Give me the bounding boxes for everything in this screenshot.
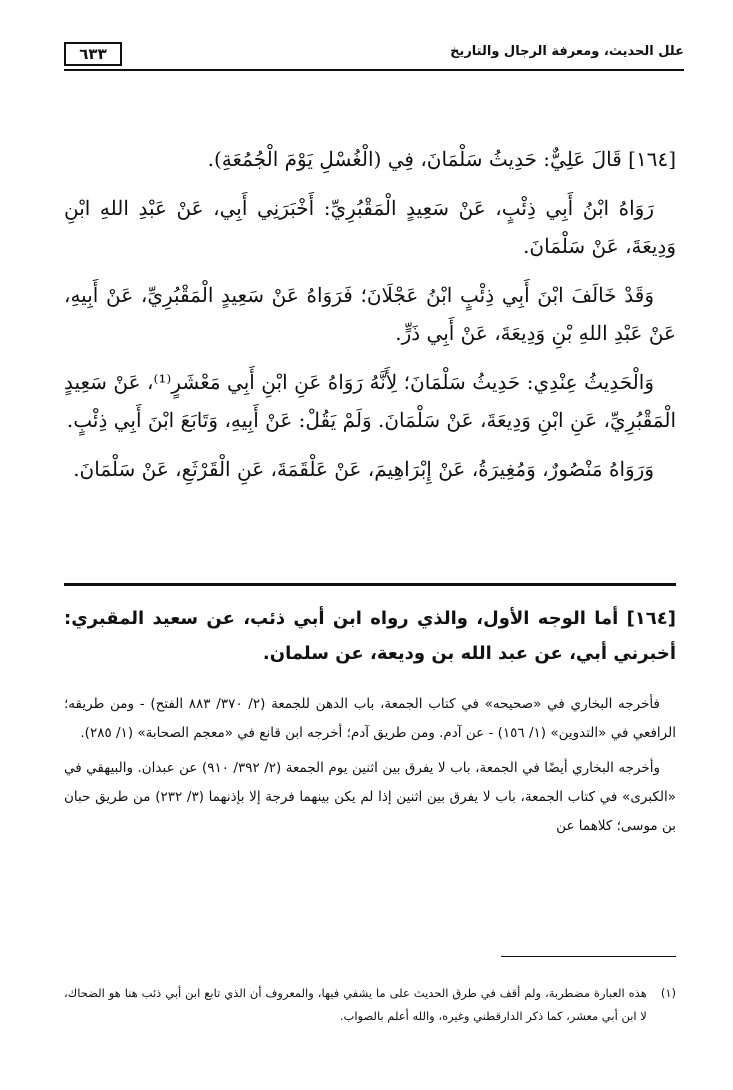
main-paragraph: وَقَدْ خَالَفَ ابْنَ أَبِي ذِئْبٍ ابْنُ عَجْلَانَ؛ فَرَوَاهُ عَنْ سَعِيدٍ الْمَقْبُرِيِّ، عَنْ أَبِيهِ، عَنْ عَبْدِ اللهِ بْنِ وَدِيعَةَ، عَنْ أَبِي ذَرٍّ. xyxy=(64,283,676,345)
commentary-paragraph: وأخرجه البخاري أيضًا في الجمعة، باب لا يفرق بين اثنين يوم الجمعة (٢/ ٣٩٢/ ٩١٠) عن عبدان. والبيهقي في «الكبرى» في كتاب الجمعة، باب لا يفرق بين اثنين إذا لم يكن بينهما فرجة إلا بإذنهما (٣/ ٢٣٢) من طريق حبان بن موسى؛ كلاهما عن xyxy=(64,760,676,834)
commentary-heading: [١٦٤] أما الوجه الأول، والذي رواه ابن أبي ذئب، عن سعيد المقبري: أخبرني أبي، عن عبد الله بن وديعة، عن سلمان. xyxy=(64,608,676,664)
section-divider xyxy=(64,583,676,586)
footnote-text: هذه العبارة مضطربة، ولم أقف في طرق الحديث على ما يشفي فيها، والمعروف أن الذي تابع ابن أبي ذئب هنا هو الضحاك، لا ابن أبي معشر، كما ذكر الدارقطني وغيره، والله أعلم بالصواب. xyxy=(64,986,647,1023)
header-rule xyxy=(64,69,684,71)
main-paragraph: وَالْحَدِيثُ عِنْدِي: حَدِيثُ سَلْمَانَ؛ لِأَنَّهُ رَوَاهُ عَنِ ابْنِ أَبِي مَعْشَرٍ⁽¹⁾، عَنْ سَعِيدٍ الْمَقْبُرِيِّ، عَنِ ابْنِ وَدِيعَةَ، عَنْ سَلْمَانَ. وَلَمْ يَقُلْ: عَنْ أَبِيهِ، وَتَابَعَ ابْنَ أَبِي ذِئْبٍ. xyxy=(64,370,676,432)
page-header xyxy=(64,40,684,70)
page-number: ٦٣٣ xyxy=(64,42,122,66)
commentary-paragraph: فأخرجه البخاري في «صحيحه» في كتاب الجمعة، باب الدهن للجمعة (٢/ ٣٧٠/ ٨٨٣ الفتح) - ومن طريقه؛ الرافعي في «التدوين» (١/ ١٥٦) - عن آدم. ومن طريق آدم؛ أخرجه ابن قانع في «معجم الصحابة» (١/ ٢٨٥). xyxy=(64,696,676,741)
footnote xyxy=(64,982,676,1028)
running-title: علل الحديث، ومعرفة الرجال والتاريخ xyxy=(450,44,684,59)
footnote-divider xyxy=(501,956,676,957)
main-text xyxy=(64,140,676,499)
commentary-text xyxy=(64,690,676,847)
main-paragraph: [١٦٤] قَالَ عَلِيٌّ: حَدِيثُ سَلْمَانَ، فِي (الْغُسْلِ يَوْمَ الْجُمُعَةِ). xyxy=(207,147,676,171)
main-paragraph: وَرَوَاهُ مَنْصُورٌ، وَمُغِيرَةُ، عَنْ إِبْرَاهِيمَ، عَنْ عَلْقَمَةَ، عَنِ الْقَرْثَعِ، عَنْ سَلْمَانَ. xyxy=(73,457,654,481)
main-paragraph: رَوَاهُ ابْنُ أَبِي ذِئْبٍ، عَنْ سَعِيدٍ الْمَقْبُرِيِّ: أَخْبَرَنِي أَبِي، عَنْ عَبْدِ اللهِ ابْنِ وَدِيعَةَ، عَنْ سَلْمَانَ. xyxy=(64,196,676,258)
footnote-number: (١) xyxy=(660,986,676,1000)
